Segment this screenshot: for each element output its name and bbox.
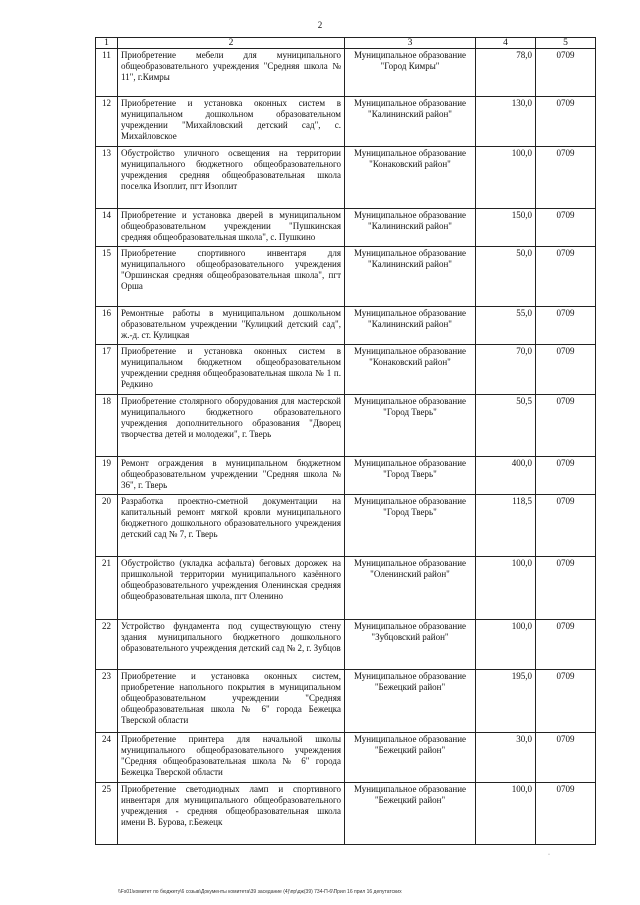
- row-description: Приобретение столярного оборудования для мастерской муниципального бюджетного образовательного учреждения дополнительного образования "Дворец творчества детей и молодежи", г. Тверь: [118, 395, 345, 457]
- row-code: 0709: [536, 209, 596, 247]
- recipient-name: "Конаковский район": [369, 159, 451, 169]
- recipient-name: "Город Тверь": [383, 469, 437, 479]
- recipient-type: Муниципальное образование: [353, 784, 467, 794]
- row-code: 0709: [536, 733, 596, 783]
- recipient-type: Муниципальное образование: [353, 98, 467, 108]
- row-recipient: [345, 49, 476, 97]
- row-description: Обустройство (укладка асфальта) беговых дорожек на пришкольной территории муниципального казённого общеобразовательного учреждения Оленинская средняя общеобразовательная школа, пгт Оленино: [118, 557, 345, 620]
- recipient-name: "Конаковский район": [369, 357, 451, 367]
- row-code: 0709: [536, 307, 596, 345]
- table-row: [96, 620, 596, 670]
- row-number: 16: [96, 307, 118, 345]
- row-recipient: [345, 620, 476, 670]
- row-description: Приобретение принтера для начальной школы муниципального общеобразовательного учреждения "Средняя общеобразовательная школа № 6" города Бежецка Тверской области: [118, 733, 345, 783]
- row-amount: 195,0: [476, 670, 536, 733]
- row-code: 0709: [536, 670, 596, 733]
- allocation-table: [95, 37, 596, 845]
- header-col-4: 4: [476, 38, 536, 49]
- row-code: 0709: [536, 97, 596, 147]
- row-description: Ремонтные работы в муниципальном дошкольном образовательном учреждении "Кулицкий детский сад", ж.-д. ст. Кулицкая: [118, 307, 345, 345]
- table-row: [96, 733, 596, 783]
- row-number: 24: [96, 733, 118, 783]
- row-recipient: [345, 147, 476, 209]
- recipient-type: Муниципальное образование: [353, 346, 467, 356]
- recipient-type: Муниципальное образование: [353, 558, 467, 568]
- table-row: [96, 209, 596, 247]
- row-code: 0709: [536, 345, 596, 395]
- recipient-name: "Калининский район": [368, 259, 452, 269]
- row-amount: 100,0: [476, 620, 536, 670]
- recipient-name: "Калининский район": [368, 109, 452, 119]
- recipient-type: Муниципальное образование: [353, 308, 467, 318]
- row-recipient: [345, 395, 476, 457]
- recipient-name: "Бежецкий район": [374, 795, 446, 805]
- table-row: [96, 457, 596, 495]
- table-row: [96, 345, 596, 395]
- row-recipient: [345, 345, 476, 395]
- row-code: 0709: [536, 147, 596, 209]
- row-amount: 50,5: [476, 395, 536, 457]
- row-number: 11: [96, 49, 118, 97]
- row-amount: 30,0: [476, 733, 536, 783]
- table-row: [96, 49, 596, 97]
- row-description: Ремонт ограждения в муниципальном бюджетном общеобразовательном учреждении "Средняя школа № 36", г. Тверь: [118, 457, 345, 495]
- file-path-footer: \\Fs01\комитет по бюджету\6 созыв\Документы комитета\39 заседание (4)\пр\дж(39) 734-П-6\Прил 16 прил 16 депутатских: [118, 889, 402, 895]
- table-row: [96, 557, 596, 620]
- row-number: 21: [96, 557, 118, 620]
- recipient-type: Муниципальное образование: [353, 248, 467, 258]
- row-number: 12: [96, 97, 118, 147]
- row-code: 0709: [536, 457, 596, 495]
- margin-mark: ·: [548, 852, 550, 858]
- row-amount: 100,0: [476, 557, 536, 620]
- row-code: 0709: [536, 620, 596, 670]
- row-recipient: [345, 783, 476, 845]
- recipient-name: "Город Тверь": [383, 507, 437, 517]
- recipient-name: "Бежецкий район": [374, 745, 446, 755]
- row-code: 0709: [536, 395, 596, 457]
- recipient-name: "Калининский район": [368, 221, 452, 231]
- recipient-type: Муниципальное образование: [353, 671, 467, 681]
- table-row: [96, 307, 596, 345]
- row-description: Приобретение и установка оконных систем, приобретение напольного покрытия в муниципальном общеобразовательном учреждении "Средняя общеобразовательная школа № 6" города Бежецка Тверской области: [118, 670, 345, 733]
- row-amount: 100,0: [476, 147, 536, 209]
- row-number: 22: [96, 620, 118, 670]
- row-number: 23: [96, 670, 118, 733]
- row-amount: 100,0: [476, 783, 536, 845]
- row-description: Приобретение и установка оконных систем в муниципальном дошкольном образовательном учреждении "Михайловский детский сад", с. Михайловское: [118, 97, 345, 147]
- row-number: 17: [96, 345, 118, 395]
- table-row: [96, 670, 596, 733]
- row-amount: 400,0: [476, 457, 536, 495]
- recipient-type: Муниципальное образование: [353, 458, 467, 468]
- recipient-type: Муниципальное образование: [353, 496, 467, 506]
- row-amount: 118,5: [476, 495, 536, 557]
- row-amount: 55,0: [476, 307, 536, 345]
- row-description: Приобретение спортивного инвентаря для муниципального общеобразовательного учреждения "Оршинская средняя общеобразовательная школа", пгт Орша: [118, 247, 345, 307]
- row-recipient: [345, 97, 476, 147]
- row-recipient: [345, 307, 476, 345]
- row-description: Обустройство уличного освещения на территории муниципального бюджетного общеобразовательного учреждения средняя общеобразовательная школа поселка Изоплит, пгт Изоплит: [118, 147, 345, 209]
- row-code: 0709: [536, 495, 596, 557]
- row-code: 0709: [536, 783, 596, 845]
- recipient-type: Муниципальное образование: [353, 734, 467, 744]
- table-row: [96, 147, 596, 209]
- row-recipient: [345, 670, 476, 733]
- row-description: Приобретение светодиодных ламп и спортивного инвентаря для муниципального общеобразовательного учреждения - средняя общеобразовательная школа имени В. Бурова, г.Бежецк: [118, 783, 345, 845]
- recipient-type: Муниципальное образование: [353, 210, 467, 220]
- row-recipient: [345, 495, 476, 557]
- table-row: [96, 97, 596, 147]
- recipient-name: "Бежецкий район": [374, 682, 446, 692]
- row-recipient: [345, 457, 476, 495]
- row-number: 18: [96, 395, 118, 457]
- row-recipient: [345, 733, 476, 783]
- row-number: 13: [96, 147, 118, 209]
- row-code: 0709: [536, 247, 596, 307]
- row-description: Устройство фундамента под существующую стену здания муниципального бюджетного дошкольного образовательного учреждения детский сад № 2, г. Зубцов: [118, 620, 345, 670]
- recipient-name: "Калининский район": [368, 319, 452, 329]
- row-amount: 150,0: [476, 209, 536, 247]
- row-code: 0709: [536, 49, 596, 97]
- recipient-name: "Город Кимры": [380, 61, 440, 71]
- table-row: [96, 783, 596, 845]
- row-number: 14: [96, 209, 118, 247]
- row-number: 15: [96, 247, 118, 307]
- row-number: 25: [96, 783, 118, 845]
- row-amount: 70,0: [476, 345, 536, 395]
- recipient-type: Муниципальное образование: [353, 621, 467, 631]
- row-description: Приобретение мебели для муниципального общеобразовательного учреждения "Средняя школа № 11", г.Кимры: [118, 49, 345, 97]
- page-number: 2: [317, 20, 323, 30]
- recipient-name: "Оленинский район": [370, 569, 450, 579]
- header-col-2: 2: [118, 38, 345, 49]
- row-amount: 78,0: [476, 49, 536, 97]
- row-recipient: [345, 557, 476, 620]
- header-row: [96, 38, 596, 49]
- row-amount: 130,0: [476, 97, 536, 147]
- row-recipient: [345, 209, 476, 247]
- row-description: Приобретение и установка оконных систем в муниципальном бюджетном общеобразовательном учреждении средняя общеобразовательная школа № 1 п. Редкино: [118, 345, 345, 395]
- row-code: 0709: [536, 557, 596, 620]
- header-col-5: 5: [536, 38, 596, 49]
- recipient-type: Муниципальное образование: [353, 148, 467, 158]
- header-col-1: 1: [96, 38, 118, 49]
- table-row: [96, 395, 596, 457]
- table-row: [96, 495, 596, 557]
- recipient-name: "Зубцовский район": [371, 632, 449, 642]
- row-description: Приобретение и установка дверей в муниципальном общеобразовательном учреждении "Пушкинская средняя общеобразовательная школа", с. Пушкино: [118, 209, 345, 247]
- row-number: 20: [96, 495, 118, 557]
- row-number: 19: [96, 457, 118, 495]
- recipient-type: Муниципальное образование: [353, 396, 467, 406]
- row-recipient: [345, 247, 476, 307]
- header-col-3: 3: [345, 38, 476, 49]
- recipient-name: "Город Тверь": [383, 407, 437, 417]
- table-row: [96, 247, 596, 307]
- row-amount: 50,0: [476, 247, 536, 307]
- row-description: Разработка проектно-сметной документации на капитальный ремонт мягкой кровли муниципального бюджетного дошкольного образовательного учреждения детский сад № 7, г. Тверь: [118, 495, 345, 557]
- recipient-type: Муниципальное образование: [353, 50, 467, 60]
